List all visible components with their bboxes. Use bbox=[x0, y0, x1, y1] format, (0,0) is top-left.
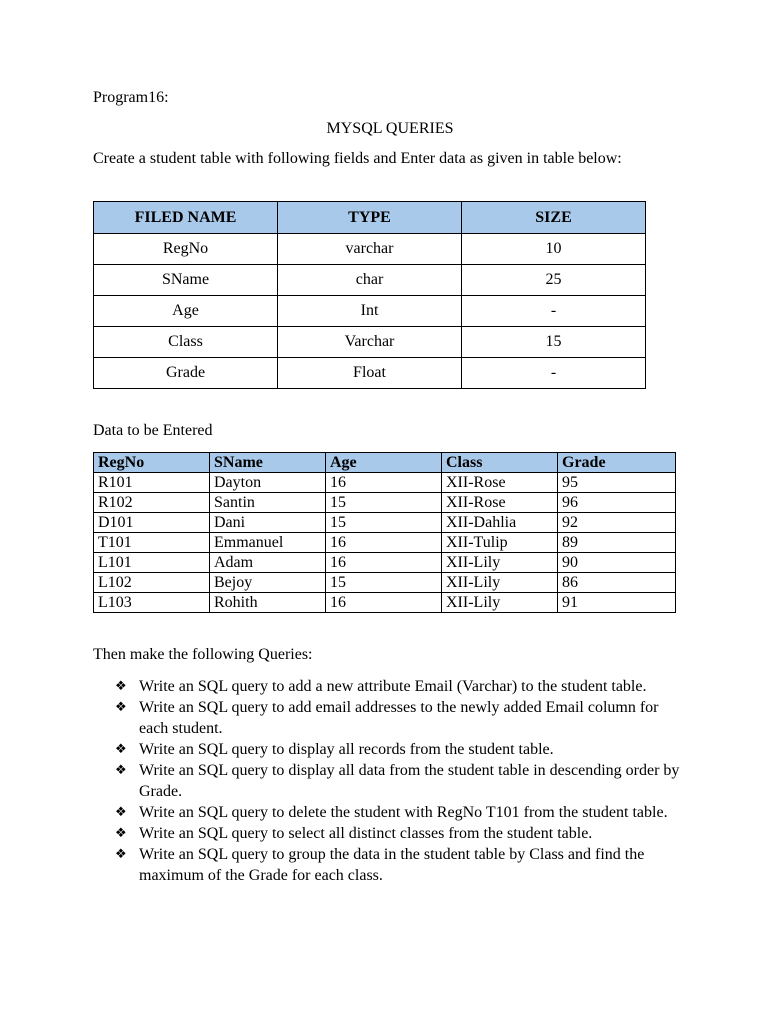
fields-header-cell: SIZE bbox=[462, 202, 646, 234]
regno-cell: T101 bbox=[94, 533, 210, 553]
fields-header-cell: TYPE bbox=[278, 202, 462, 234]
grade-cell: 95 bbox=[558, 473, 676, 493]
table-row bbox=[94, 513, 676, 533]
diamond-bullet-icon: ❖ bbox=[115, 700, 127, 715]
fields-table bbox=[93, 201, 646, 389]
grade-cell: 90 bbox=[558, 553, 676, 573]
diamond-bullet-icon: ❖ bbox=[115, 847, 127, 862]
table-row bbox=[94, 593, 676, 613]
field-size-cell: 25 bbox=[462, 265, 646, 296]
sname-cell: Santin bbox=[210, 493, 326, 513]
regno-cell: L102 bbox=[94, 573, 210, 593]
data-header-cell: Grade bbox=[558, 453, 676, 473]
data-table bbox=[93, 452, 676, 613]
field-name-cell: RegNo bbox=[94, 234, 278, 265]
grade-cell: 96 bbox=[558, 493, 676, 513]
diamond-bullet-icon: ❖ bbox=[115, 742, 127, 757]
field-type-cell: Int bbox=[278, 296, 462, 327]
diamond-bullet-icon: ❖ bbox=[115, 805, 127, 820]
age-cell: 16 bbox=[326, 533, 442, 553]
sname-cell: Dani bbox=[210, 513, 326, 533]
list-item bbox=[115, 844, 685, 886]
fields-table-row bbox=[94, 327, 646, 358]
class-cell: XII-Rose bbox=[442, 473, 558, 493]
table-row bbox=[94, 553, 676, 573]
diamond-bullet-icon: ❖ bbox=[115, 763, 127, 778]
intro-paragraph: Create a student table with following fields and Enter data as given in table below: bbox=[93, 150, 622, 167]
query-text: Write an SQL query to select all distinct classes from the student table. bbox=[139, 825, 593, 842]
age-cell: 15 bbox=[326, 493, 442, 513]
field-type-cell: Varchar bbox=[278, 327, 462, 358]
class-cell: XII-Tulip bbox=[442, 533, 558, 553]
query-text: Write an SQL query to delete the student with RegNo T101 from the student table. bbox=[139, 804, 668, 821]
age-cell: 16 bbox=[326, 473, 442, 493]
diamond-bullet-icon: ❖ bbox=[115, 679, 127, 694]
fields-header-cell: FILED NAME bbox=[94, 202, 278, 234]
field-size-cell: - bbox=[462, 296, 646, 327]
age-cell: 16 bbox=[326, 553, 442, 573]
age-cell: 15 bbox=[326, 573, 442, 593]
table-row bbox=[94, 473, 676, 493]
class-cell: XII-Dahlia bbox=[442, 513, 558, 533]
fields-table-row bbox=[94, 296, 646, 327]
data-header-cell: Age bbox=[326, 453, 442, 473]
field-type-cell: Float bbox=[278, 358, 462, 389]
table-row bbox=[94, 573, 676, 593]
field-name-cell: SName bbox=[94, 265, 278, 296]
regno-cell: L101 bbox=[94, 553, 210, 573]
field-type-cell: char bbox=[278, 265, 462, 296]
field-size-cell: 10 bbox=[462, 234, 646, 265]
query-text: Write an SQL query to display all data from the student table in descending order by Grade. bbox=[139, 762, 680, 800]
data-label: Data to be Entered bbox=[93, 422, 213, 439]
age-cell: 16 bbox=[326, 593, 442, 613]
data-header-cell: Class bbox=[442, 453, 558, 473]
document-title: MYSQL QUERIES bbox=[326, 120, 454, 137]
list-item bbox=[115, 739, 685, 760]
grade-cell: 89 bbox=[558, 533, 676, 553]
data-table-header-row bbox=[94, 453, 676, 473]
table-row bbox=[94, 533, 676, 553]
program-label: Program16: bbox=[93, 89, 169, 106]
list-item bbox=[115, 676, 685, 697]
query-text: Write an SQL query to group the data in the student table by Class and find the maximum of the Grade for each class. bbox=[139, 846, 645, 884]
data-header-cell: RegNo bbox=[94, 453, 210, 473]
class-cell: XII-Lily bbox=[442, 593, 558, 613]
diamond-bullet-icon: ❖ bbox=[115, 826, 127, 841]
fields-table-row bbox=[94, 265, 646, 296]
grade-cell: 91 bbox=[558, 593, 676, 613]
class-cell: XII-Lily bbox=[442, 553, 558, 573]
class-cell: XII-Rose bbox=[442, 493, 558, 513]
fields-table-header-row bbox=[94, 202, 646, 234]
regno-cell: L103 bbox=[94, 593, 210, 613]
data-header-cell: SName bbox=[210, 453, 326, 473]
fields-table-row bbox=[94, 234, 646, 265]
query-text: Write an SQL query to add email addresses to the newly added Email column for each student. bbox=[139, 699, 659, 737]
query-text: Write an SQL query to add a new attribute Email (Varchar) to the student table. bbox=[139, 678, 647, 695]
list-item bbox=[115, 760, 685, 802]
list-item bbox=[115, 802, 685, 823]
regno-cell: D101 bbox=[94, 513, 210, 533]
class-cell: XII-Lily bbox=[442, 573, 558, 593]
list-item bbox=[115, 823, 685, 844]
grade-cell: 86 bbox=[558, 573, 676, 593]
list-item bbox=[115, 697, 685, 739]
field-name-cell: Grade bbox=[94, 358, 278, 389]
age-cell: 15 bbox=[326, 513, 442, 533]
query-text: Write an SQL query to display all records from the student table. bbox=[139, 741, 554, 758]
field-name-cell: Age bbox=[94, 296, 278, 327]
table-row bbox=[94, 493, 676, 513]
sname-cell: Emmanuel bbox=[210, 533, 326, 553]
query-list bbox=[115, 676, 685, 886]
regno-cell: R101 bbox=[94, 473, 210, 493]
sname-cell: Dayton bbox=[210, 473, 326, 493]
sname-cell: Rohith bbox=[210, 593, 326, 613]
sname-cell: Bejoy bbox=[210, 573, 326, 593]
queries-label: Then make the following Queries: bbox=[93, 646, 313, 663]
regno-cell: R102 bbox=[94, 493, 210, 513]
grade-cell: 92 bbox=[558, 513, 676, 533]
fields-table-row bbox=[94, 358, 646, 389]
field-size-cell: 15 bbox=[462, 327, 646, 358]
field-type-cell: varchar bbox=[278, 234, 462, 265]
sname-cell: Adam bbox=[210, 553, 326, 573]
field-size-cell: - bbox=[462, 358, 646, 389]
field-name-cell: Class bbox=[94, 327, 278, 358]
